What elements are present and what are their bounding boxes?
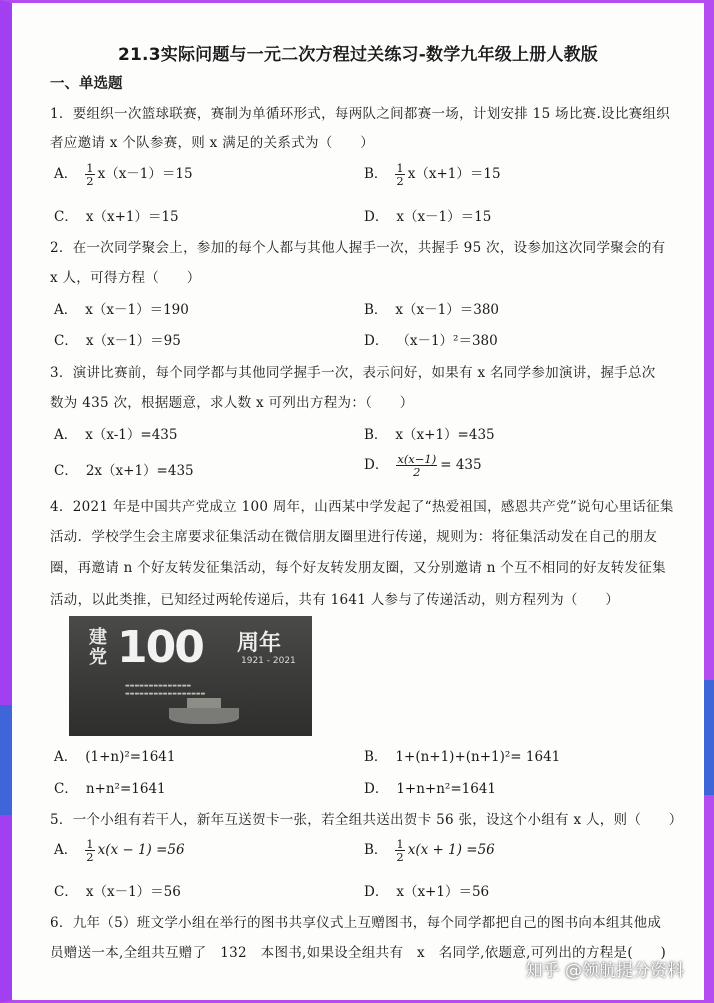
option-text: n+n²=1641	[85, 781, 166, 797]
option-label: C．	[54, 463, 78, 479]
option-text: x（x+1）＝15	[85, 209, 179, 225]
q2-stem-line-1: 2．在一次同学聚会上，参加的每个人都与其他人握手一次，共握手 95 次，设参加这次同学聚会的有	[50, 240, 666, 256]
image-text-100: 100	[117, 622, 203, 673]
option-text: x(x + 1) =56	[407, 842, 495, 859]
option-label: D．	[364, 781, 389, 797]
option-label: B．	[364, 166, 388, 183]
option-text: x（x－1）＝15	[97, 166, 193, 183]
q6-stem-line-1: 6．九年（5）班文学小组在举行的图书共享仪式上互赠图书，每个同学都把自己的图书向本组其他成	[50, 915, 662, 931]
option-text: (1+n)²=1641	[85, 749, 176, 765]
q1-option-c[interactable]	[54, 205, 179, 225]
image-caption-blur: ▬▬▬▬▬▬▬▬▬▬▬▬▬▬ ▬▬▬▬▬▬▬▬▬▬▬▬▬▬▬▬▬	[125, 683, 206, 697]
option-label: A．	[54, 302, 78, 318]
option-label: D．	[364, 333, 389, 349]
option-label: A．	[54, 749, 78, 765]
q2-option-b[interactable]	[364, 298, 499, 318]
option-label: D．	[364, 209, 389, 225]
fraction: $\frac{1}{2}$	[86, 837, 94, 865]
q3-option-a[interactable]	[54, 423, 177, 443]
zhihu-watermark: 知乎 @领航提分资料	[525, 961, 684, 981]
section-heading: 一、单选题	[50, 76, 123, 92]
option-text: x（x+1）=435	[395, 427, 495, 443]
fraction: $\frac{1}{2}$	[396, 161, 404, 189]
option-label: C．	[54, 781, 78, 797]
option-label: A．	[54, 166, 78, 183]
image-text-zhounian: 周年	[237, 631, 282, 656]
q1-option-a[interactable]	[54, 162, 193, 187]
option-text: x（x+1）＝56	[396, 884, 490, 900]
option-label: D．	[364, 457, 389, 474]
option-label: B．	[364, 842, 388, 859]
image-text-years: 1921 - 2021	[241, 656, 296, 666]
fraction: $\frac{1}{2}$	[86, 161, 94, 189]
option-label: B．	[364, 302, 388, 318]
option-label: C．	[54, 209, 78, 225]
q2-stem-line-2: x 人，可得方程（ ）	[50, 270, 201, 286]
option-text: x（x－1）＝56	[85, 884, 181, 900]
option-label: C．	[54, 884, 78, 900]
option-label: A．	[54, 427, 78, 443]
q2-option-d[interactable]	[364, 329, 498, 349]
option-text: x（x－1）＝15	[396, 209, 492, 225]
q4-option-c[interactable]	[54, 777, 166, 797]
option-label: D．	[364, 884, 389, 900]
q6-stem-line-2: 员赠送一本,全组共互赠了 132 本图书,如果设全组共有 x 名同学,依题意,可列出的方程是( )	[50, 945, 667, 961]
q4-stem-line-4: 活动，以此类推，已知经过两轮传递后，共有 1641 人参与了传递活动，则方程列为（ ）	[50, 592, 620, 608]
q4-stem-line-3: 圈，再邀请 n 个好友转发征集活动，每个好友转发朋友圈，又分别邀请 n 个互不相同的好友转发征集	[50, 560, 666, 576]
option-text: 1+n+n²=1641	[396, 781, 497, 797]
q4-stem-line-2: 活动．学校学生会主席要求征集活动在微信朋友圈里进行传递，规则为：将征集活动发在自己的朋友	[50, 529, 658, 545]
q5-stem-line-1: 5．一个小组有若干人，新年互送贺卡一张，若全组共送出贺卡 56 张，设这个小组有 x 人，则（ ）	[50, 812, 683, 828]
q4-option-a[interactable]	[54, 745, 175, 765]
option-label: B．	[364, 427, 388, 443]
option-label: B．	[364, 749, 388, 765]
q5-option-b[interactable]	[364, 838, 495, 863]
left-accent-bar	[0, 705, 12, 815]
q1-option-d[interactable]	[364, 205, 491, 225]
option-text: x（x－1）＝95	[85, 333, 181, 349]
q4-stem-line-1: 4．2021 年是中国共产党成立 100 周年，山西某中学发起了“热爱祖国，感恩共产党”说句心里话征集	[50, 499, 674, 515]
option-text: = 435	[440, 457, 482, 474]
red-boat-icon	[169, 708, 239, 724]
party-centenary-image	[69, 616, 312, 736]
option-label: A．	[54, 842, 78, 859]
option-text: x（x－1）＝380	[395, 302, 500, 318]
q2-option-a[interactable]	[54, 298, 189, 318]
q5-option-c[interactable]	[54, 880, 181, 900]
option-label: C．	[54, 333, 78, 349]
q4-option-d[interactable]	[364, 777, 496, 797]
q5-option-a[interactable]	[54, 838, 185, 863]
q3-stem-line-2: 数为 435 次，根据题意，求人数 x 可列出方程为：（ ）	[50, 395, 414, 411]
option-text: x（x-1）=435	[85, 427, 178, 443]
q3-stem-line-1: 3．演讲比赛前，每个同学都与其他同学握手一次，表示问好，如果有 x 名同学参加演讲，握手总次	[50, 365, 656, 381]
option-text: x（x－1）＝190	[85, 302, 189, 318]
image-text-jiandang: 建党	[89, 627, 107, 668]
option-text: （x－1）²＝380	[396, 333, 498, 349]
right-accent-bar	[704, 680, 714, 795]
q4-option-b[interactable]	[364, 745, 560, 765]
worksheet-page	[14, 4, 702, 999]
q3-option-c[interactable]	[54, 459, 194, 479]
q3-option-b[interactable]	[364, 423, 495, 443]
option-text: x(x − 1) =56	[97, 842, 185, 859]
fraction: $\frac{x(x-1)}{2}$	[397, 452, 437, 480]
option-text: 2x（x+1）=435	[85, 463, 194, 479]
q1-stem-line-2: 者应邀请 x 个队参赛，则 x 满足的关系式为（ ）	[50, 135, 374, 151]
q1-option-b[interactable]	[364, 162, 501, 187]
fraction: $\frac{1}{2}$	[396, 837, 404, 865]
q3-option-d[interactable]	[364, 453, 482, 478]
option-text: x（x+1）＝15	[407, 166, 501, 183]
worksheet-title: 21.3实际问题与一元二次方程过关练习-数学九年级上册人教版	[118, 45, 598, 65]
option-text: 1+(n+1)+(n+1)²= 1641	[395, 749, 561, 765]
q5-option-d[interactable]	[364, 880, 489, 900]
q2-option-c[interactable]	[54, 329, 181, 349]
q1-stem-line-1: 1．要组织一次篮球联赛，赛制为单循环形式，每两队之间都赛一场，计划安排 15 场比赛.设比赛组织	[50, 106, 671, 122]
